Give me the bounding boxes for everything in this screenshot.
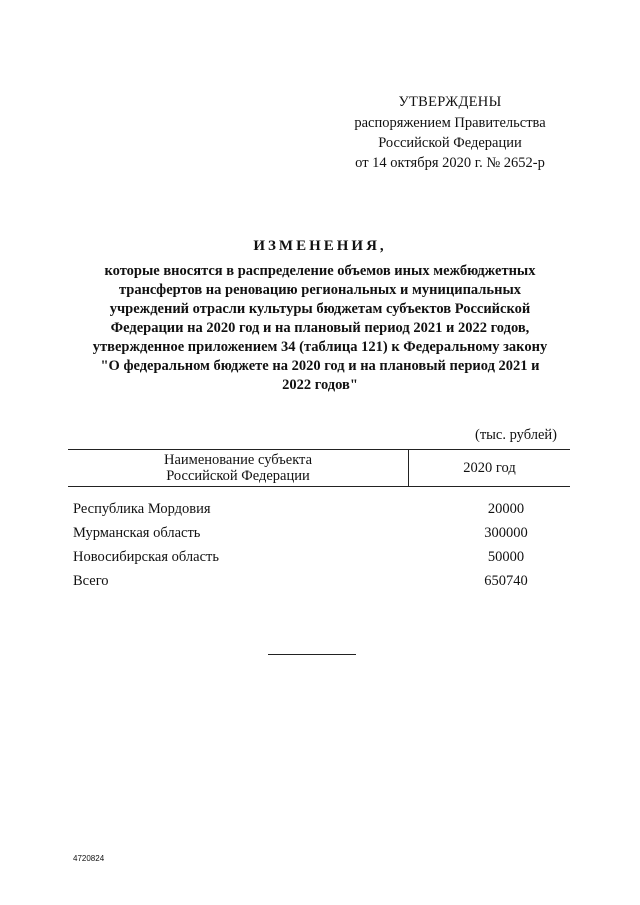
table-header	[68, 449, 570, 487]
approval-stamp	[340, 92, 560, 173]
total-label: Всего	[73, 573, 109, 589]
amount-value: 50000	[487, 549, 525, 565]
approval-title: УТВЕРЖДЕНЫ	[398, 94, 502, 110]
subtitle-line: учреждений отрасли культуры бюджетам субъектов Российской	[109, 301, 531, 317]
subject-name: Мурманская область	[73, 525, 201, 541]
table-row	[73, 501, 570, 525]
table-row	[73, 525, 570, 549]
subtitle-line: "О федеральном бюджете на 2020 год и на плановый период 2021 и	[100, 358, 540, 374]
table-row	[73, 549, 570, 573]
document-subtitle	[80, 262, 560, 395]
end-separator-line	[268, 654, 356, 655]
header-subject-name-line: Российской Федерации	[166, 468, 310, 484]
header-subject-name-line: Наименование субъекта	[163, 452, 313, 468]
footer-document-code: 4720824	[73, 854, 105, 863]
header-subject-name	[68, 452, 408, 484]
units-label: (тыс. рублей)	[475, 427, 557, 443]
approval-line: Российской Федерации	[378, 135, 522, 151]
approval-date-number: от 14 октября 2020 г. № 2652-р	[355, 155, 545, 171]
subtitle-line: утвержденное приложением 34 (таблица 121) к Федеральному закону	[92, 339, 548, 355]
total-value: 650740	[484, 573, 528, 589]
table-body	[73, 501, 570, 597]
subtitle-line: которые вносятся в распределение объемов иных межбюджетных	[104, 263, 536, 279]
header-year: 2020 год	[463, 460, 516, 476]
subtitle-line: 2022 годов"	[282, 377, 358, 393]
amount-value: 20000	[487, 501, 525, 517]
subject-name: Республика Мордовия	[73, 501, 211, 517]
subject-name: Новосибирская область	[73, 549, 219, 565]
approval-line: распоряжением Правительства	[354, 115, 546, 131]
amount-value: 300000	[484, 525, 528, 541]
subtitle-line: трансфертов на реновацию региональных и муниципальных	[118, 282, 522, 298]
document-title: ИЗМЕНЕНИЯ,	[253, 238, 387, 254]
subtitle-line: Федерации на 2020 год и на плановый период 2021 и 2022 годов,	[110, 320, 530, 336]
table-row-total	[73, 573, 570, 597]
